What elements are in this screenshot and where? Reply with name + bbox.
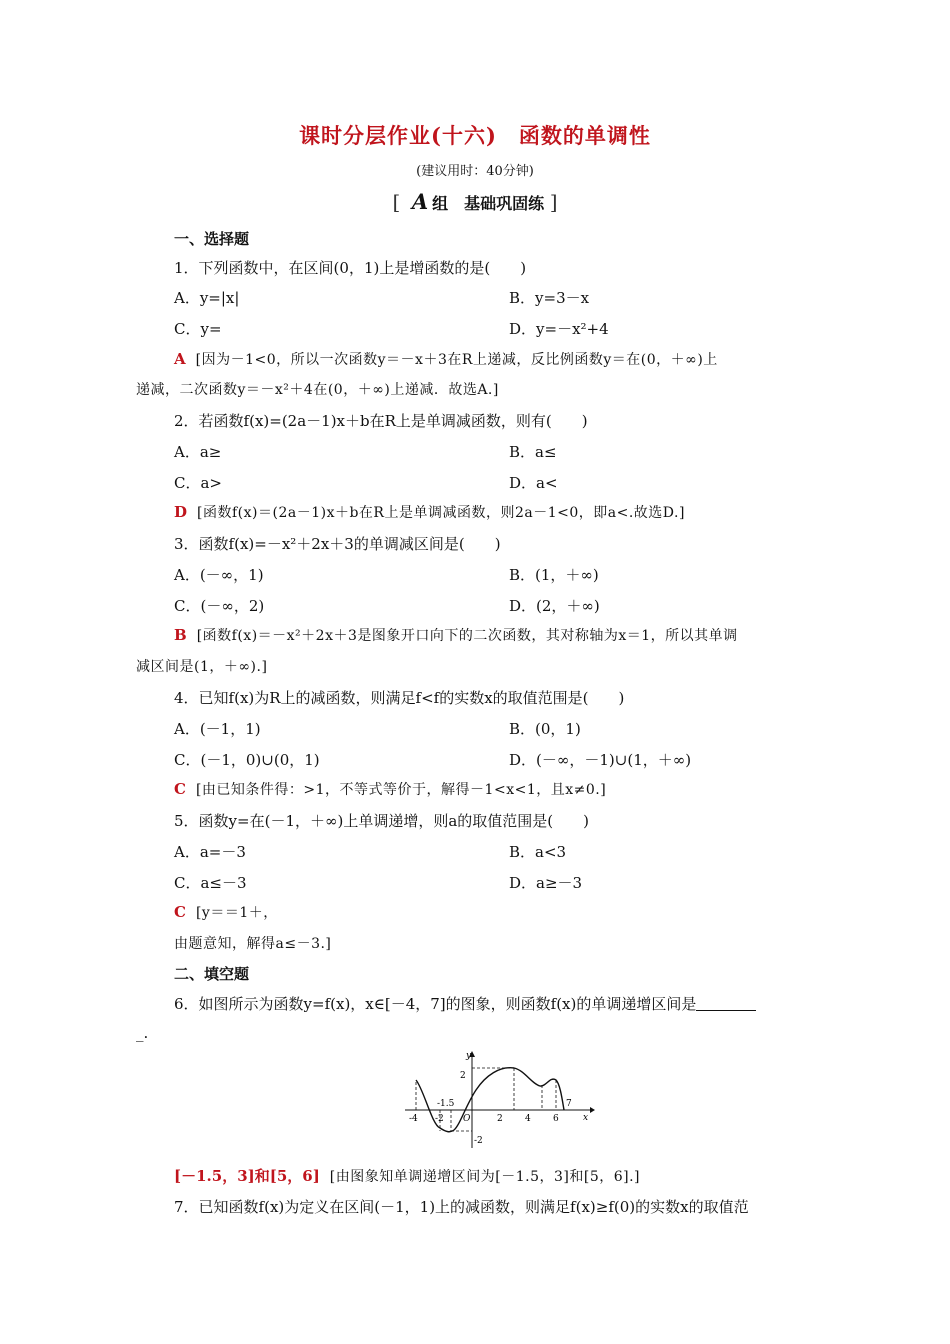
question-3-explanation-cont: 减区间是(1，＋∞).] <box>136 659 268 675</box>
question-2-stem: 2．若函数f(x)=(2a－1)x＋b在R上是单调减函数，则有( ) <box>174 412 588 430</box>
tick-x-neg15: -1.5 <box>437 1099 455 1109</box>
answer-letter: A <box>174 350 186 368</box>
question-6-stem <box>174 993 756 1014</box>
y-axis-label: y <box>466 1051 472 1061</box>
question-5-option-b: B．a<3 <box>509 843 567 861</box>
question-1-answer <box>174 349 718 369</box>
question-3-option-d: D．(2，＋∞) <box>509 597 600 615</box>
answer-value: [－1.5，3]和[5，6] <box>174 1167 320 1185</box>
question-7-stem: 7．已知函数f(x)为定义在区间(－1，1)上的减函数，则满足f(x)≥f(0)的实数x的取值范 <box>174 1198 749 1216</box>
section-choice: 一、选择题 <box>174 230 250 248</box>
question-4-answer <box>174 779 606 799</box>
question-4-option-d: D．(－∞，－1)∪(1，＋∞) <box>509 751 692 769</box>
x-axis-arrow-icon <box>590 1107 595 1113</box>
question-5-option-c: C．a≤－3 <box>174 874 247 892</box>
answer-letter: C <box>174 903 186 921</box>
explanation: [由已知条件得：>1，不等式等价于，解得－1<x<1，且x≠0.] <box>195 782 607 798</box>
question-4-option-c: C．(－1，0)∪(0，1) <box>174 751 320 769</box>
x-axis-label: x <box>583 1113 589 1123</box>
question-5-stem: 5．函数y=在(－1，＋∞)上单调递增，则a的取值范围是( ) <box>174 812 589 830</box>
question-4-stem: 4．已知f(x)为R上的减函数，则满足f<f的实数x的取值范围是( ) <box>174 689 625 707</box>
answer-blank <box>696 996 756 1011</box>
tick-y-2: 2 <box>460 1071 466 1081</box>
question-2-answer <box>174 502 685 522</box>
origin-label: O <box>463 1114 471 1124</box>
question-5-explanation-cont: 由题意知，解得a≤－3.] <box>174 936 332 952</box>
function-graph <box>400 1050 595 1150</box>
question-1-option-c: C．y= <box>174 320 222 338</box>
explanation: [函数f(x)＝－x²＋2x＋3是图象开口向下的二次函数，其对称轴为x＝1，所以其单调 <box>196 628 738 644</box>
question-1-option-b: B．y=3－x <box>509 289 590 307</box>
question-3-option-b: B．(1，＋∞) <box>509 566 599 584</box>
question-2-option-b: B．a≤ <box>509 443 557 461</box>
tick-x-4: 4 <box>525 1114 531 1124</box>
group-banner <box>0 189 950 214</box>
bracket-right: ] <box>549 190 558 214</box>
tick-x-6: 6 <box>553 1114 559 1124</box>
question-5-option-d: D．a≥－3 <box>509 874 583 892</box>
group-label: 组 基础巩固练 <box>432 194 545 213</box>
answer-letter: C <box>174 780 186 798</box>
tick-y-neg2: -2 <box>474 1136 483 1146</box>
page-subtitle: (建议用时：40分钟) <box>416 164 534 179</box>
question-6-text: 6．如图所示为函数y=f(x)，x∈[－4，7]的图象，则函数f(x)的单调递增区间是 <box>174 995 697 1013</box>
question-1-explanation-cont: 递减，二次函数y＝－x²＋4在(0，＋∞)上递减．故选A.] <box>136 382 499 398</box>
tick-x-7: 7 <box>566 1099 572 1109</box>
question-4-option-a: A．(－1，1) <box>174 720 261 738</box>
tick-x-2: 2 <box>497 1114 503 1124</box>
question-4-option-b: B．(0，1) <box>509 720 581 738</box>
question-2-option-a: A．a≥ <box>174 443 222 461</box>
explanation: [由图象知单调递增区间为[－1.5，3]和[5，6].] <box>329 1169 641 1185</box>
explanation: [因为－1<0，所以一次函数y＝－x＋3在R上递减，反比例函数y＝在(0，＋∞)上 <box>195 352 718 368</box>
tick-x-neg2: -2 <box>435 1114 444 1124</box>
question-3-answer <box>174 625 738 645</box>
question-1-option-a: A．y=|x| <box>174 289 240 307</box>
explanation: [y＝＝1＋， <box>195 905 278 921</box>
question-6-stem-tail: _. <box>136 1024 149 1042</box>
group-letter: A <box>411 189 429 214</box>
question-3-option-a: A．(－∞，1) <box>174 566 264 584</box>
tick-x-neg4: -4 <box>409 1114 418 1124</box>
page-title: 课时分层作业(十六) 函数的单调性 <box>299 123 651 148</box>
question-3-stem: 3．函数f(x)=－x²＋2x＋3的单调减区间是( ) <box>174 535 501 553</box>
answer-letter: D <box>174 503 188 521</box>
question-2-option-d: D．a< <box>509 474 558 492</box>
question-5-option-a: A．a=－3 <box>174 843 246 861</box>
question-2-option-c: C．a> <box>174 474 222 492</box>
question-6-answer <box>174 1165 640 1186</box>
question-3-option-c: C．(－∞，2) <box>174 597 265 615</box>
question-5-answer <box>174 902 278 922</box>
question-1-stem: 1．下列函数中，在区间(0，1)上是增函数的是( ) <box>174 259 527 277</box>
section-fill: 二、填空题 <box>174 965 250 983</box>
question-1-option-d: D．y=－x²+4 <box>509 320 609 338</box>
answer-letter: B <box>174 626 187 644</box>
bracket-left: [ <box>392 190 401 214</box>
explanation: [函数f(x)＝(2a－1)x＋b在R上是单调减函数，则2a－1<0，即a<.故选D.] <box>197 505 685 521</box>
